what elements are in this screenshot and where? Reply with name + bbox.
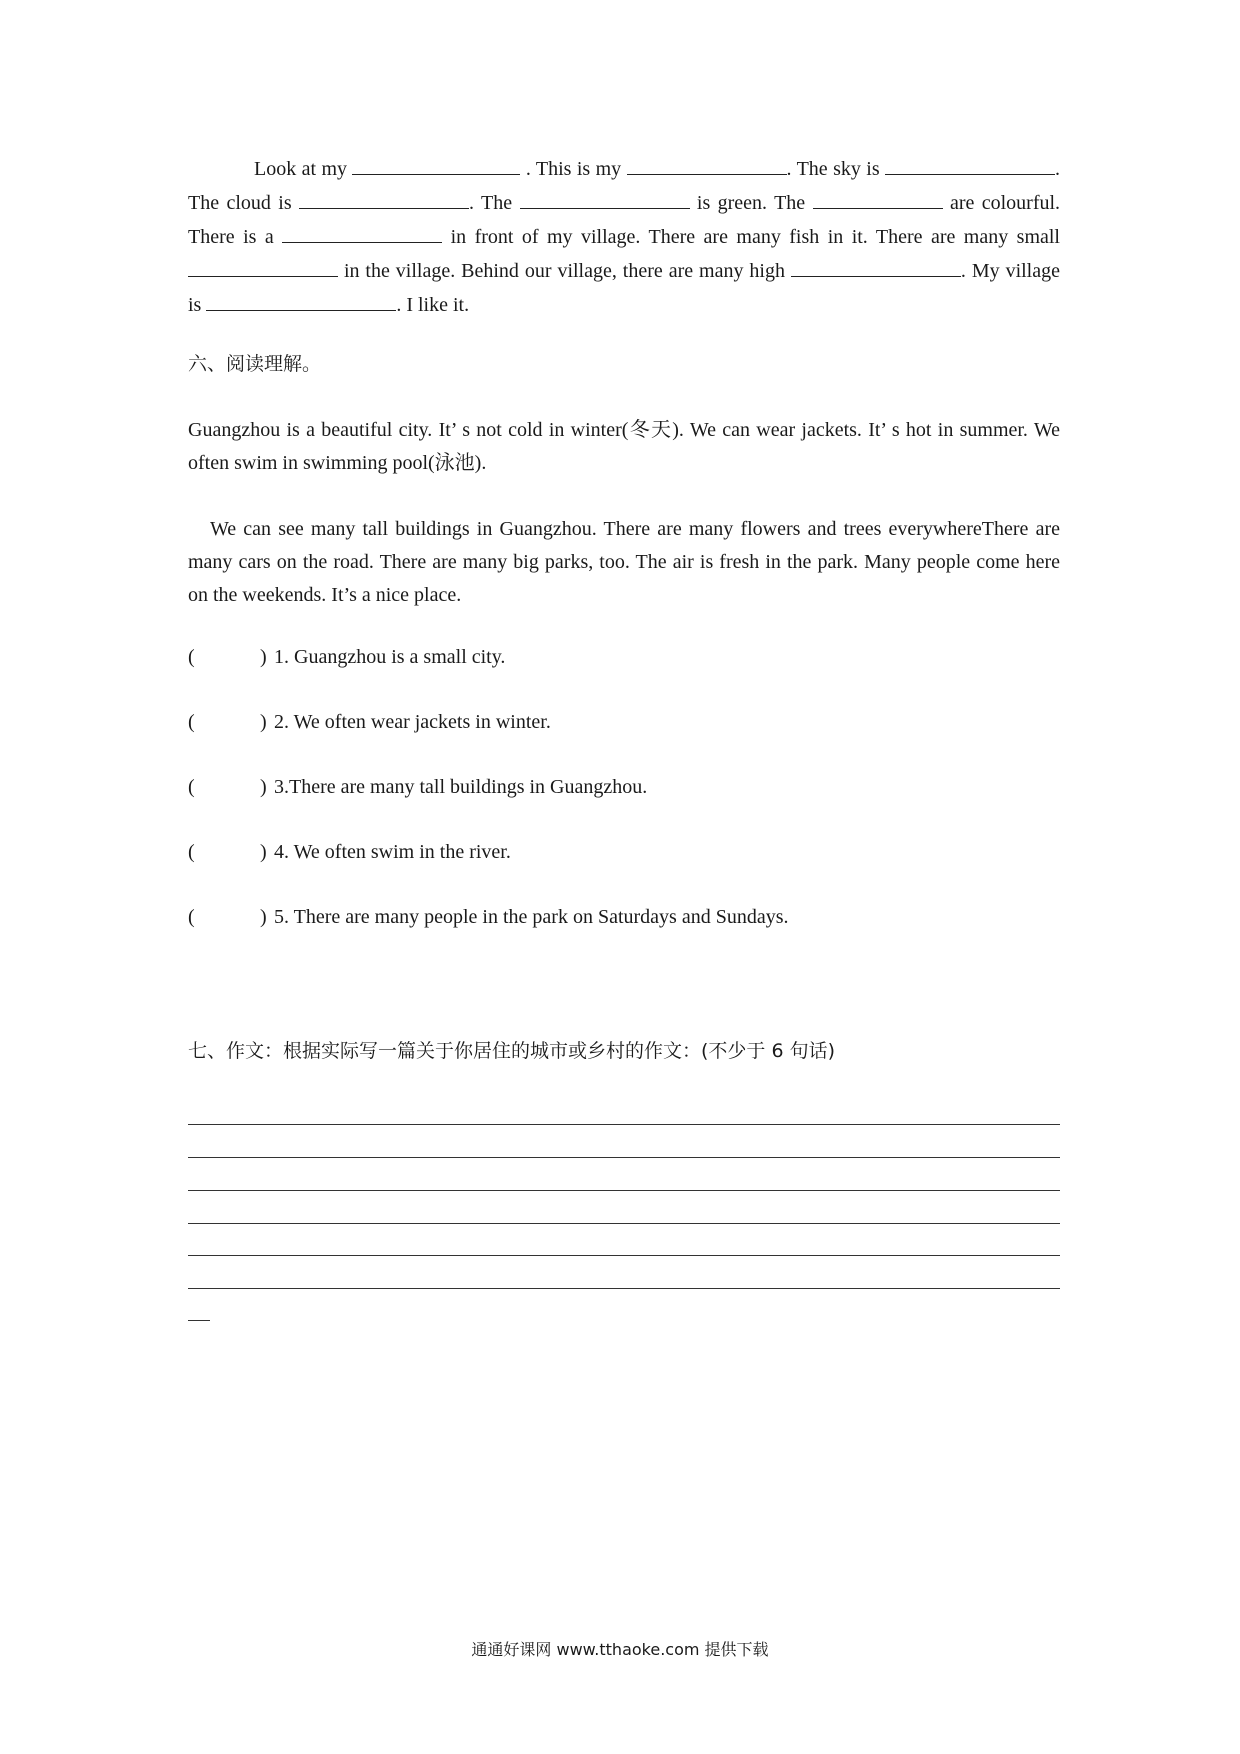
blank-9[interactable] [791, 254, 961, 277]
answer-paren-open[interactable]: ( [188, 841, 195, 863]
writing-line[interactable] [188, 1288, 1060, 1289]
writing-line[interactable] [188, 1157, 1060, 1158]
writing-heading: 七、作文：根据实际写一篇关于你居住的城市或乡村的作文：(不少于 6 句话) [188, 1040, 835, 1062]
question-text: 1. Guangzhou is a small city. [274, 646, 506, 668]
blank-6[interactable] [813, 186, 943, 209]
cloze-text-4: . The cloud is [188, 158, 1061, 214]
answer-paren-open[interactable]: ( [188, 711, 195, 733]
answer-paren-close: ) [260, 646, 267, 668]
blank-4[interactable] [299, 186, 469, 209]
writing-line[interactable] [188, 1124, 1060, 1125]
writing-line[interactable] [188, 1223, 1060, 1224]
blank-2[interactable] [627, 152, 787, 175]
blank-1[interactable] [352, 152, 520, 175]
cloze-text-3: . The sky is [786, 158, 880, 180]
question-text: 4. We often swim in the river. [274, 841, 511, 863]
reading-heading: 六、阅读理解。 [188, 353, 322, 375]
answer-paren-close: ) [260, 906, 267, 928]
cloze-text-11: . I like it. [396, 294, 470, 316]
blank-3[interactable] [885, 152, 1055, 175]
cloze-text-2: . This is my [525, 158, 622, 180]
writing-line[interactable] [188, 1255, 1060, 1256]
cloze-section [188, 152, 1060, 322]
blank-8[interactable] [188, 254, 338, 277]
writing-line[interactable] [188, 1190, 1060, 1191]
cloze-text-6: is green. The [696, 192, 806, 214]
reading-passage-2 [188, 513, 1060, 612]
question-text: 2. We often wear jackets in winter. [274, 711, 551, 733]
blank-10[interactable] [206, 288, 396, 311]
blank-5[interactable] [520, 186, 690, 209]
page-footer: 通通好课网 www.tthaoke.com 提供下载 [471, 1640, 769, 1659]
cloze-text-5: . The [469, 192, 513, 214]
answer-paren-open[interactable]: ( [188, 776, 195, 798]
reading-paragraph-1: Guangzhou is a beautiful city. It’ s not cold in winter(冬天). We can wear jackets. It’ s hot in summer. We often swim in swimming pool(泳池). [188, 419, 1060, 474]
cloze-text-10: . My village is [188, 260, 1060, 316]
answer-paren-close: ) [260, 841, 267, 863]
writing-line-end [188, 1320, 210, 1321]
answer-paren-open[interactable]: ( [188, 646, 195, 668]
reading-passage-1 [188, 414, 1060, 480]
cloze-text-1: Look at my [254, 158, 348, 180]
cloze-text-9: in the village. Behind our village, there are many high [343, 260, 785, 282]
cloze-text-8: in front of my village. There are many fish in it. There are many small [450, 226, 1060, 248]
reading-paragraph-2: We can see many tall buildings in Guangzhou. There are many flowers and trees everywhereThere are many cars on the road. There are many big parks, too. The air is fresh in the park. Many people come here on the weekends. It’s a nice place. [188, 518, 1060, 606]
answer-paren-open[interactable]: ( [188, 906, 195, 928]
question-text: 5. There are many people in the park on Saturdays and Sundays. [274, 906, 789, 928]
cloze-paragraph [188, 152, 1060, 322]
blank-7[interactable] [282, 220, 442, 243]
cloze-text-7: are colourful. There is a [188, 192, 1061, 248]
answer-paren-close: ) [260, 711, 267, 733]
answer-paren-close: ) [260, 776, 267, 798]
question-text: 3.There are many tall buildings in Guangzhou. [274, 776, 648, 798]
